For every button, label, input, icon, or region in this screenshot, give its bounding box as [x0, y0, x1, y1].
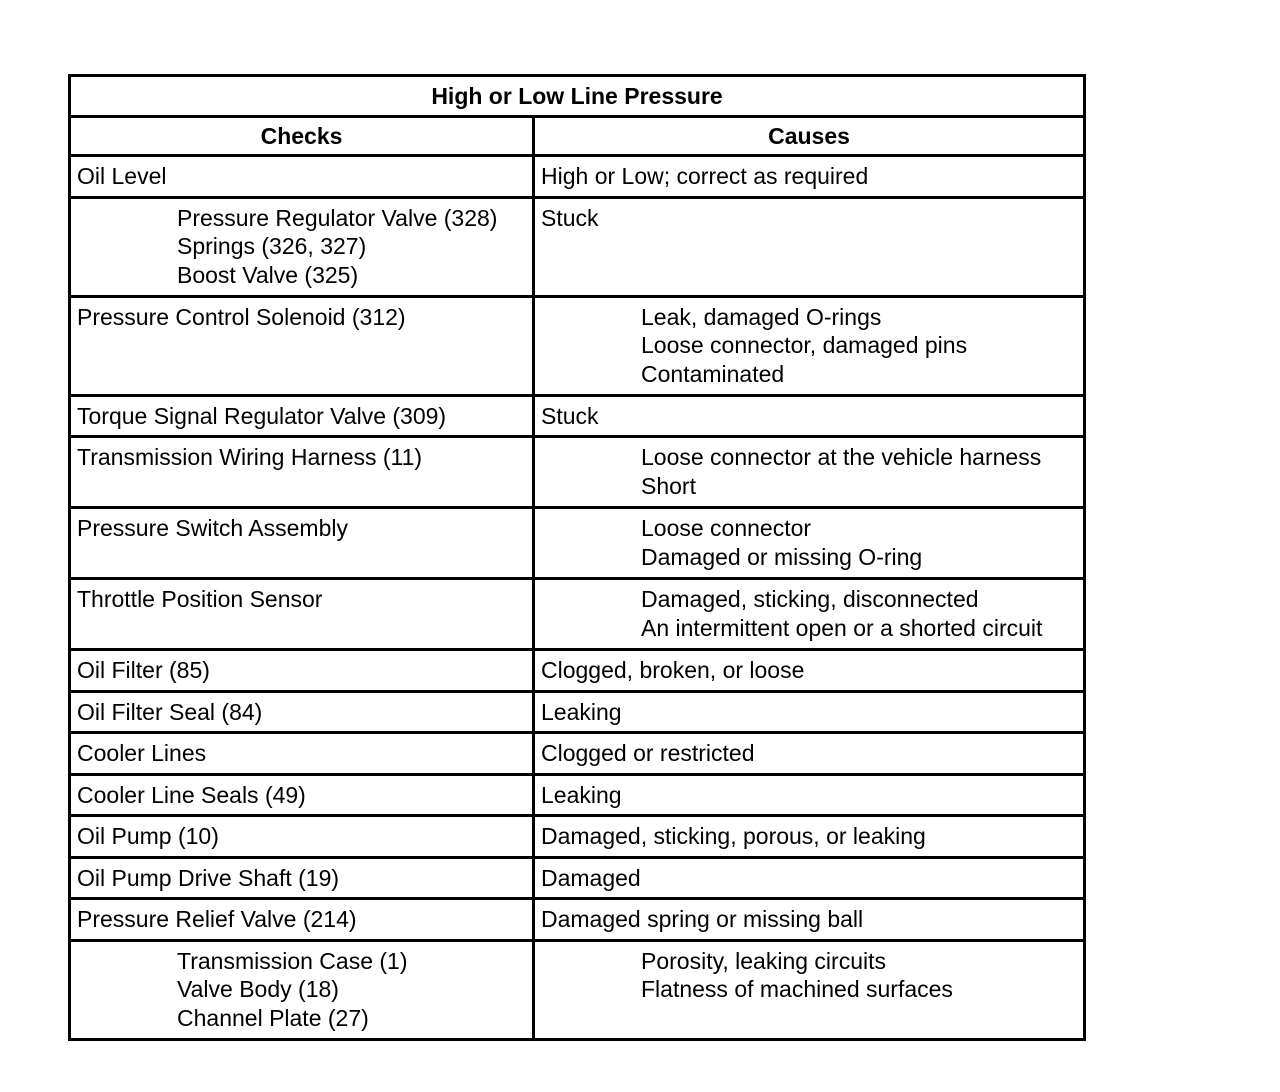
cause-item: Loose connector, damaged pins: [641, 332, 968, 358]
cause-item: Loose connector: [641, 515, 812, 541]
cause-cell: [534, 395, 1085, 437]
cause-item: Leak, damaged O-rings: [641, 303, 882, 330]
table-row: [70, 774, 1085, 816]
cause-item: Damaged, sticking, porous, or leaking: [541, 823, 926, 849]
cause-cell: [534, 774, 1085, 816]
cause-item: Damaged, sticking, disconnected: [641, 586, 979, 612]
check-cell: [70, 691, 534, 733]
table-row: [70, 940, 1085, 1039]
cause-cell: [534, 940, 1085, 1039]
cause-item: Short: [641, 472, 696, 499]
cause-item: Leaking: [541, 781, 622, 808]
table-row: [70, 395, 1085, 437]
cause-cell: [534, 197, 1085, 296]
check-cell: [70, 296, 534, 395]
cause-item: Stuck: [541, 204, 599, 231]
check-item: Oil Level: [77, 163, 167, 189]
cause-cell: [534, 857, 1085, 899]
cause-item: Clogged or restricted: [541, 740, 755, 766]
check-cell: [70, 156, 534, 198]
document: [68, 74, 1083, 1041]
table-row: [70, 156, 1085, 198]
table-row: [70, 899, 1085, 941]
check-item: Torque Signal Regulator Valve (309): [77, 402, 447, 429]
check-item: Oil Pump (10): [77, 823, 219, 849]
cause-cell: [534, 508, 1085, 579]
table-row: [70, 296, 1085, 395]
cause-cell: [534, 296, 1085, 395]
table-row: [70, 733, 1085, 775]
table-title: High or Low Line Pressure: [70, 76, 1085, 117]
cause-item: High or Low; correct as required: [541, 163, 869, 189]
check-item: Valve Body (18): [177, 976, 339, 1002]
cause-cell: [534, 733, 1085, 775]
check-cell: [70, 816, 534, 858]
check-cell: [70, 508, 534, 579]
cause-item: Damaged spring or missing ball: [541, 906, 864, 932]
cause-cell: [534, 579, 1085, 650]
check-item: Pressure Switch Assembly: [77, 515, 348, 541]
table-row: [70, 508, 1085, 579]
table-row: [70, 579, 1085, 650]
cause-item: Loose connector at the vehicle harness: [641, 444, 1042, 470]
cause-cell: [534, 899, 1085, 941]
check-cell: [70, 437, 534, 508]
line-pressure-table: [68, 74, 1086, 1041]
check-cell: [70, 774, 534, 816]
title-row: [70, 76, 1085, 117]
check-item: Throttle Position Sensor: [77, 586, 323, 612]
cause-item: Damaged or missing O-ring: [641, 543, 923, 570]
check-item: Boost Valve (325): [177, 261, 359, 288]
cause-cell: [534, 156, 1085, 198]
check-cell: [70, 395, 534, 437]
check-item: Oil Filter (85): [77, 657, 210, 683]
check-item: Transmission Wiring Harness (11): [77, 444, 423, 470]
check-cell: [70, 650, 534, 692]
check-item: Channel Plate (27): [177, 1004, 369, 1031]
cause-cell: [534, 437, 1085, 508]
table-body: [70, 156, 1085, 1040]
cause-item: Leaking: [541, 698, 622, 725]
check-item: Pressure Regulator Valve (328): [177, 204, 498, 231]
cause-cell: [534, 691, 1085, 733]
check-item: Oil Pump Drive Shaft (19): [77, 864, 340, 891]
cause-cell: [534, 816, 1085, 858]
table-row: [70, 857, 1085, 899]
check-item: Springs (326, 327): [177, 233, 367, 259]
check-cell: [70, 733, 534, 775]
check-cell: [70, 579, 534, 650]
check-item: Cooler Line Seals (49): [77, 781, 306, 808]
check-item: Pressure Control Solenoid (312): [77, 303, 406, 330]
cause-item: Damaged: [541, 864, 641, 891]
table-row: [70, 816, 1085, 858]
check-item: Transmission Case (1): [177, 947, 408, 974]
check-item: Oil Filter Seal (84): [77, 698, 263, 725]
check-item: Cooler Lines: [77, 740, 207, 766]
check-cell: [70, 899, 534, 941]
cause-item: Flatness of machined surfaces: [641, 976, 953, 1002]
table-row: [70, 691, 1085, 733]
check-cell: [70, 940, 534, 1039]
table-row: [70, 197, 1085, 296]
table-row: [70, 650, 1085, 692]
header-row: [70, 116, 1085, 156]
cause-item: An intermittent open or a shorted circuit: [641, 614, 1043, 641]
column-header-checks: Checks: [70, 116, 534, 156]
check-cell: [70, 857, 534, 899]
cause-item: Clogged, broken, or loose: [541, 657, 805, 683]
cause-item: Contaminated: [641, 360, 785, 387]
cause-cell: [534, 650, 1085, 692]
check-cell: [70, 197, 534, 296]
cause-item: Stuck: [541, 402, 599, 429]
column-header-causes: Causes: [534, 116, 1085, 156]
check-item: Pressure Relief Valve (214): [77, 906, 357, 932]
cause-item: Porosity, leaking circuits: [641, 947, 886, 974]
table-row: [70, 437, 1085, 508]
